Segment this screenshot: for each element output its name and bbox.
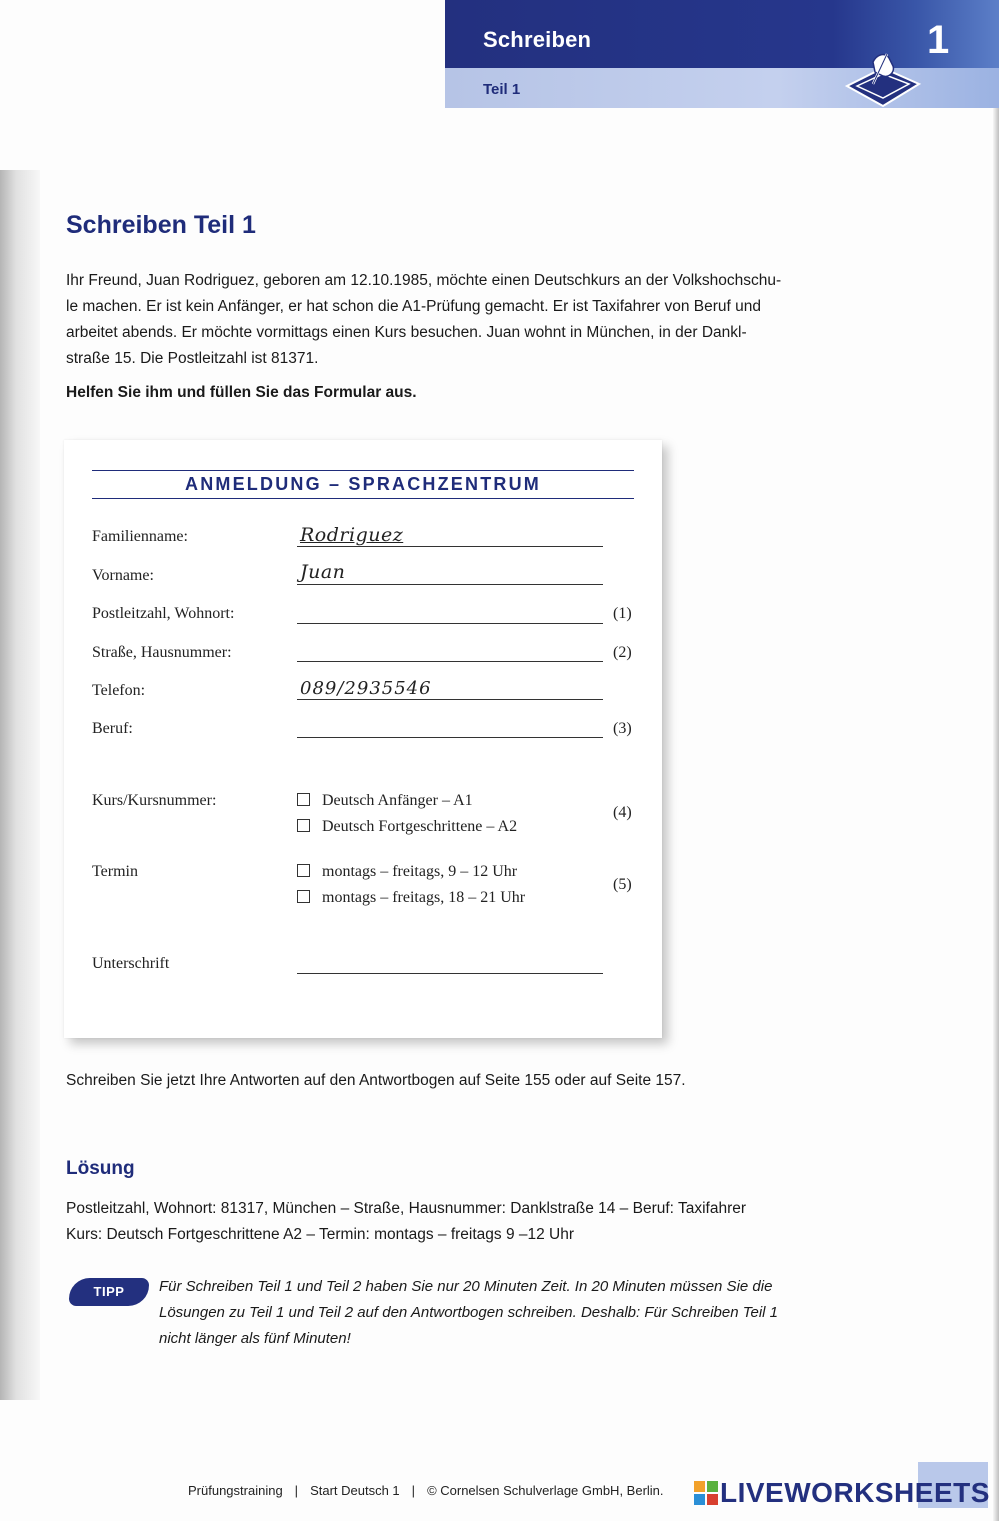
postleitzahl-input-line[interactable] (297, 623, 603, 624)
kurs-option-label: Deutsch Fortgeschrittene – A2 (322, 818, 518, 835)
checkbox[interactable] (297, 864, 310, 877)
intro-line: le machen. Er ist kein Anfänger, er hat schon die A1-Prüfung gemacht. Er ist Taxifahrer von Beruf und (66, 298, 762, 315)
checkbox[interactable] (297, 890, 310, 903)
header-title: Schreiben (483, 27, 592, 52)
unterschrift-label: Unterschrift (92, 955, 170, 972)
section-heading: Schreiben Teil 1 (66, 211, 256, 239)
kurs-label: Kurs/Kursnummer: (92, 792, 217, 809)
vorname-line (297, 584, 603, 585)
registration-form (64, 440, 662, 1038)
kurs-number: (4) (613, 804, 632, 821)
kurs-option-a1[interactable] (297, 792, 473, 810)
page-edge (993, 0, 999, 1521)
footer (188, 1483, 664, 1498)
form-title-rule-bottom (92, 498, 634, 499)
strasse-label: Straße, Hausnummer: (92, 644, 232, 661)
kurs-option-a2[interactable] (297, 818, 517, 836)
solution-line: Kurs: Deutsch Fortgeschrittene A2 – Termin: montags – freitags 9 –12 Uhr (66, 1226, 575, 1243)
telefon-label: Telefon: (92, 682, 146, 699)
termin-option-label: montags – freitags, 9 – 12 Uhr (322, 863, 518, 880)
tipp-line: Für Schreiben Teil 1 und Teil 2 haben Sie nur 20 Minuten Zeit. In 20 Minuten müssen Sie die (159, 1278, 773, 1295)
familienname-value[interactable]: Rodriguez (300, 524, 404, 546)
footer-separator: | (411, 1483, 416, 1498)
chapter-header (445, 0, 999, 108)
tipp-text (159, 1274, 819, 1352)
solution-line: Postleitzahl, Wohnort: 81317, München – Straße, Hausnummer: Danklstraße 14 – Beruf: Taxifahrer (66, 1200, 747, 1217)
postleitzahl-number: (1) (613, 605, 632, 622)
telefon-line (297, 699, 603, 700)
form-title-rule-top (92, 470, 634, 471)
checkbox[interactable] (297, 819, 310, 832)
termin-option-evening[interactable] (297, 889, 525, 907)
vorname-label: Vorname: (92, 567, 154, 584)
footer-publisher: © Cornelsen Schulverlage GmbH, Berlin. (427, 1483, 664, 1498)
checkbox[interactable] (297, 793, 310, 806)
page-spine-shadow (0, 170, 40, 1400)
footer-book: Prüfungstraining (188, 1483, 283, 1498)
unterschrift-input-line[interactable] (297, 973, 603, 974)
familienname-label: Familienname: (92, 528, 188, 545)
answer-sheet-note: Schreiben Sie jetzt Ihre Antworten auf den Antwortbogen auf Seite 155 oder auf Seite 157. (66, 1072, 686, 1089)
termin-number: (5) (613, 876, 632, 893)
footer-series: Start Deutsch 1 (310, 1483, 400, 1498)
watermark-text: LIVEWORKSHEETS (720, 1477, 990, 1508)
tipp-badge: TIPP (69, 1278, 149, 1306)
liveworksheets-logo-icon (694, 1481, 718, 1505)
footer-separator: | (294, 1483, 299, 1498)
liveworksheets-watermark (694, 1477, 990, 1509)
chapter-number: 1 (927, 18, 950, 62)
beruf-input-line[interactable] (297, 737, 603, 738)
strasse-number: (2) (613, 644, 632, 661)
familienname-line (297, 546, 603, 547)
kurs-option-label: Deutsch Anfänger – A1 (322, 792, 473, 809)
solution-heading: Lösung (66, 1158, 135, 1179)
termin-option-morning[interactable] (297, 863, 517, 881)
header-subtitle: Teil 1 (483, 81, 521, 98)
beruf-label: Beruf: (92, 720, 133, 737)
postleitzahl-label: Postleitzahl, Wohnort: (92, 605, 235, 622)
tipp-line: nicht länger als fünf Minuten! (159, 1330, 351, 1347)
intro-line: Ihr Freund, Juan Rodriguez, geboren am 12.10.1985, möchte einen Deutschkurs an der Volkshochschu- (66, 272, 782, 289)
telefon-value[interactable]: 089/2935546 (300, 678, 432, 699)
intro-line: straße 15. Die Postleitzahl ist 81371. (66, 350, 319, 367)
strasse-input-line[interactable] (297, 661, 603, 662)
termin-option-label: montags – freitags, 18 – 21 Uhr (322, 889, 526, 906)
form-title: ANMELDUNG – SPRACHZENTRUM (185, 474, 541, 494)
vorname-value[interactable]: Juan (300, 561, 346, 583)
intro-paragraph (66, 268, 846, 372)
intro-line: arbeitet abends. Er möchte vormittags einen Kurs besuchen. Juan wohnt in München, in der Dankl- (66, 324, 747, 341)
tipp-line: Lösungen zu Teil 1 und Teil 2 auf den Antwortbogen schreiben. Deshalb: Für Schreiben Teil 1 (159, 1304, 779, 1321)
beruf-number: (3) (613, 720, 632, 737)
termin-label: Termin (92, 863, 138, 880)
writing-hand-icon (843, 40, 923, 112)
task-instruction: Helfen Sie ihm und füllen Sie das Formular aus. (66, 384, 417, 401)
